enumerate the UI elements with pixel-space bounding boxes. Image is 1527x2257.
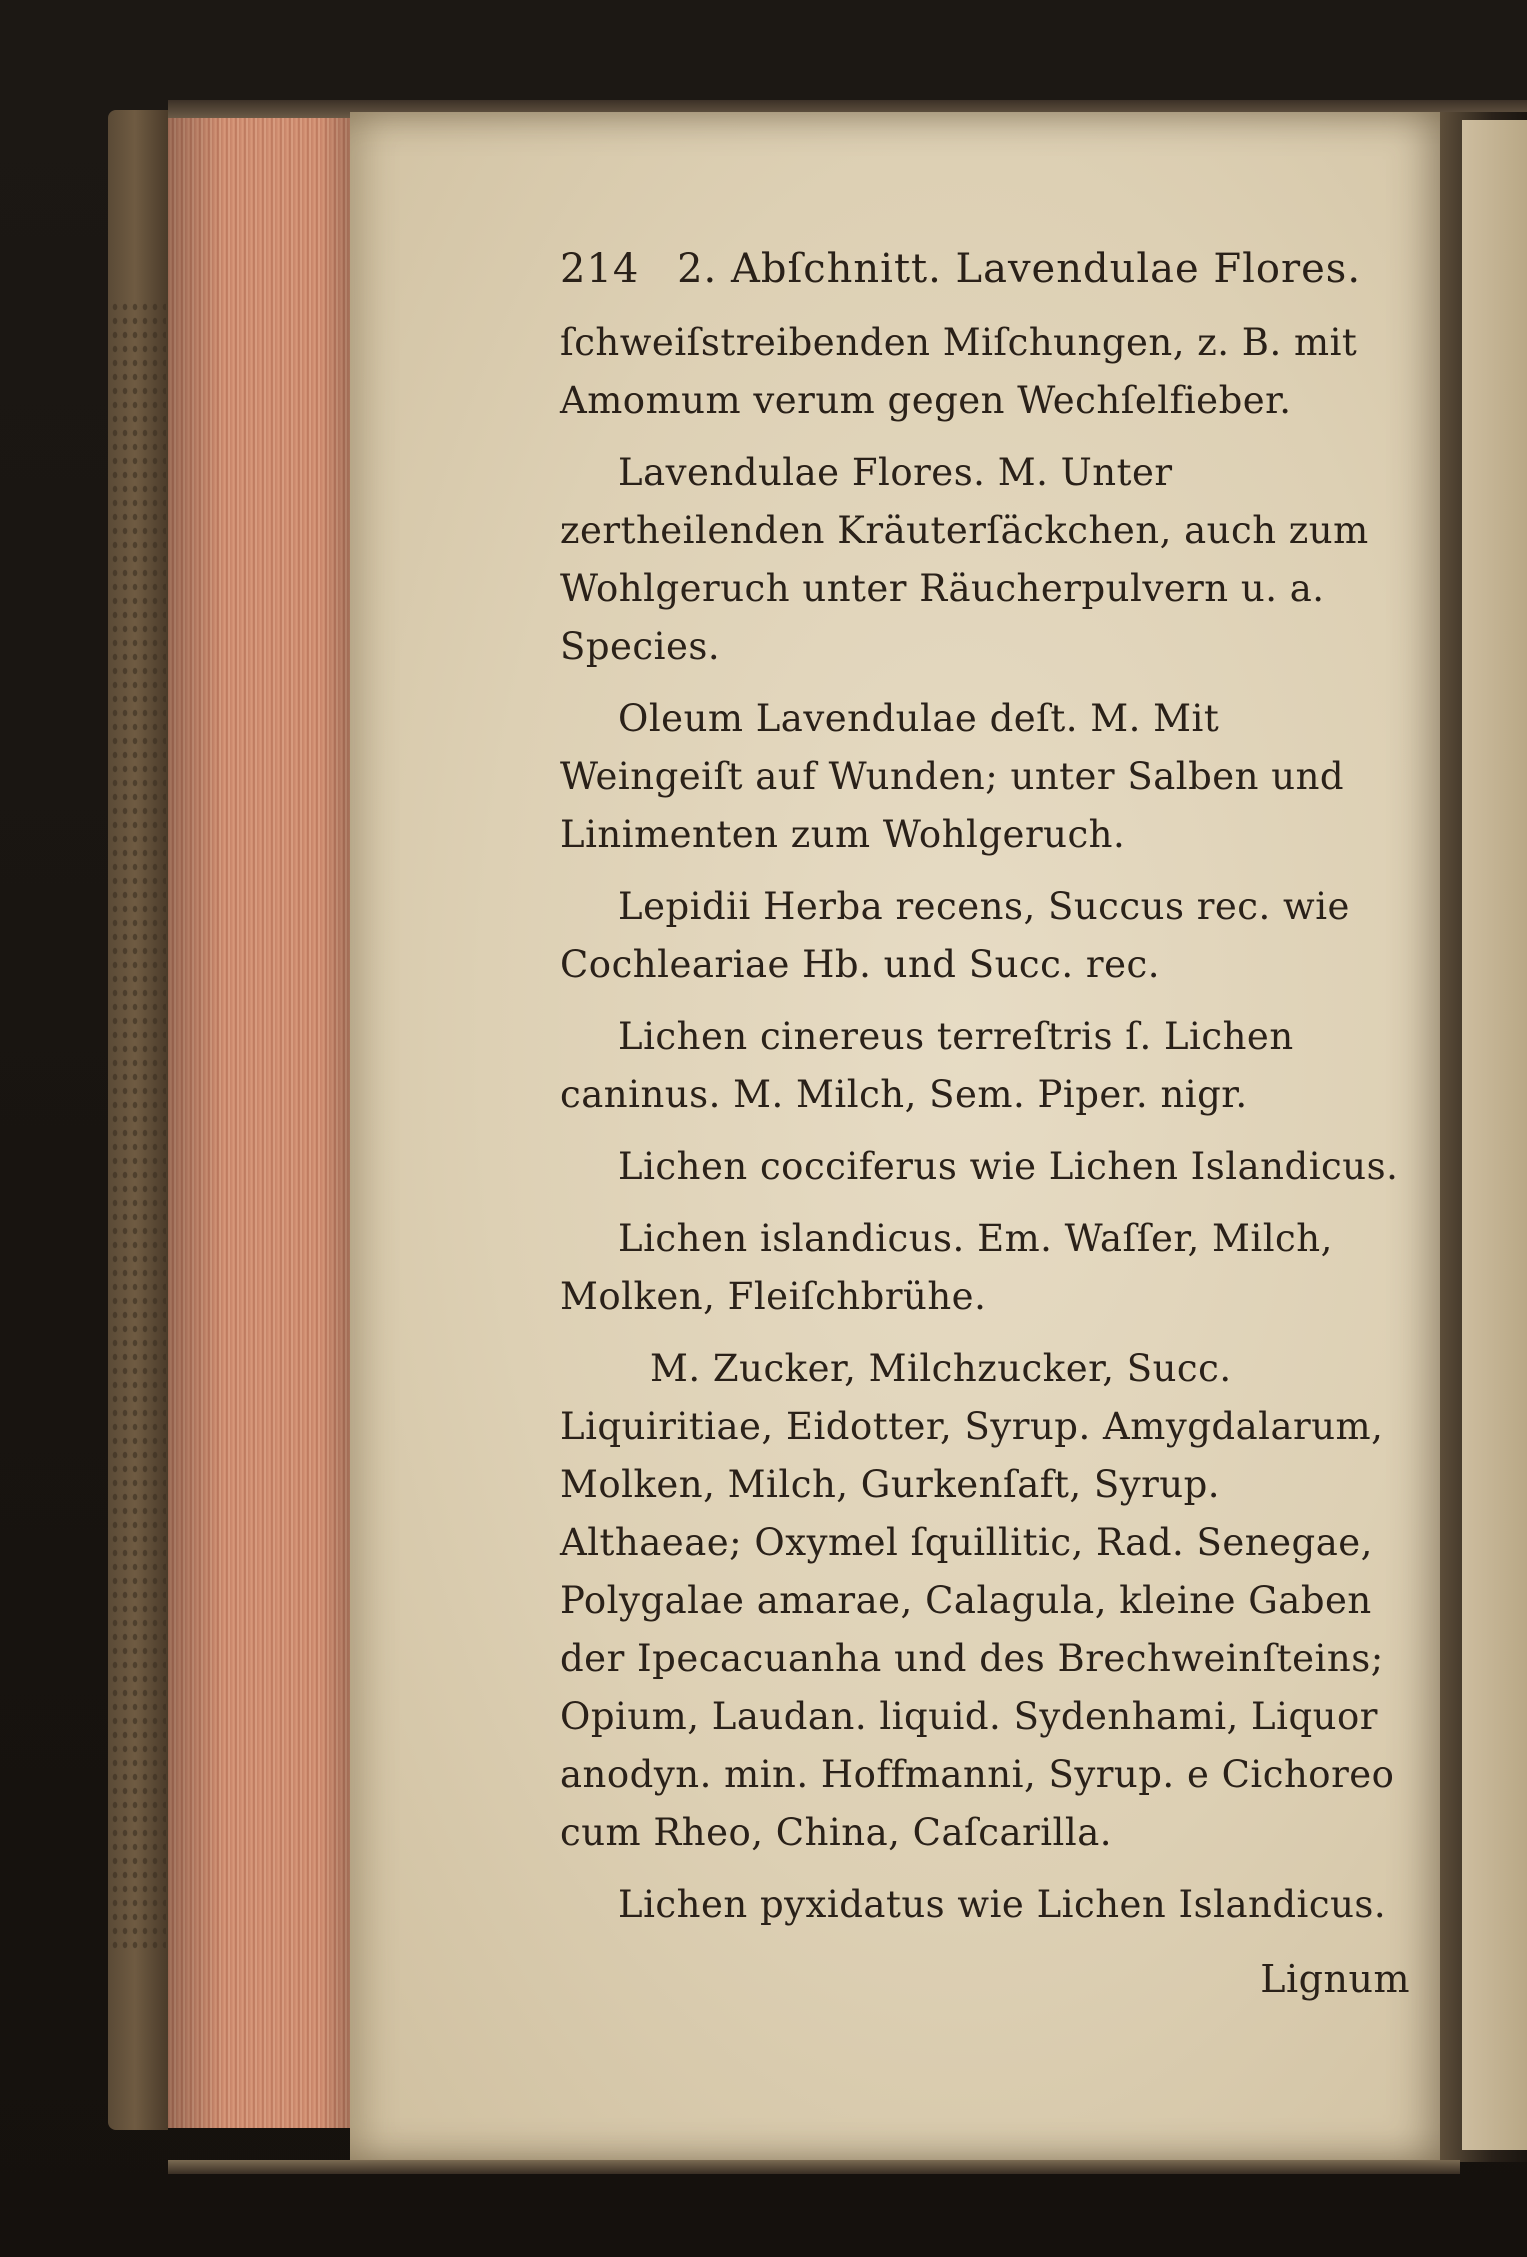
entry-lichen-islandicus-mixtures: M. Zucker, Milchzucker, Succ. Liquiritiae, Eidotter, Syrup. Amygdalarum, Molken, Milch, Gurkenſaft, Syrup. Althaeae; Oxymel ſquillitic, Rad. Senegae, Polygalae amarae, Calagula, kleine Gaben der Ipecacuanha und des Brechweinſteins; Opium, Laudan. liquid. Sydenhami, Liquor anodyn. min. Hoffmanni, Syrup. e Cichoreo cum Rheo, China, Caſcarilla.	[560, 1347, 1395, 1854]
entry-lichen-cinereus: Lichen cinereus terreſtris ſ. Lichen caninus. M. Milch, Sem. Piper. nigr.	[560, 1015, 1294, 1116]
entry-oleum-lavendulae: Oleum Lavendulae deſt. M. Mit Weingeiſt auf Wunden; unter Salben und Linimenten zum Wohlgeruch.	[560, 697, 1345, 856]
cover-marbling	[110, 300, 166, 1950]
entry-lichen-pyxidatus: Lichen pyxidatus wie Lichen Islandicus.	[618, 1883, 1387, 1926]
page-number: 214	[560, 246, 640, 292]
entry-lichen-cocciferus: Lichen cocciferus wie Lichen Islandicus.	[618, 1145, 1399, 1188]
running-head-title: 2. Abſchnitt. Lavendulae Flores.	[677, 246, 1362, 292]
facing-page-edge	[1462, 120, 1527, 2150]
book-bottom-edge	[168, 2160, 1460, 2174]
running-header	[560, 240, 1410, 314]
page-edges-shade	[168, 118, 358, 2128]
text-block	[560, 240, 1410, 2008]
catchword: Lignum	[1260, 1957, 1410, 2001]
paragraph: ſchweiſstreibenden Miſchungen, z. B. mit Amomum verum gegen Wechſelfieber.	[560, 321, 1358, 422]
entry-lavendulae-flores: Lavendulae Flores. M. Unter zertheilenden Kräuterſäckchen, auch zum Wohlgeruch unter Räucherpulvern u. a. Species.	[560, 451, 1369, 668]
entry-lichen-islandicus: Lichen islandicus. Em. Waſſer, Milch, Molken, Fleiſchbrühe.	[560, 1217, 1333, 1318]
entry-lepidii: Lepidii Herba recens, Succus rec. wie Cochleariae Hb. und Succ. rec.	[560, 885, 1350, 986]
